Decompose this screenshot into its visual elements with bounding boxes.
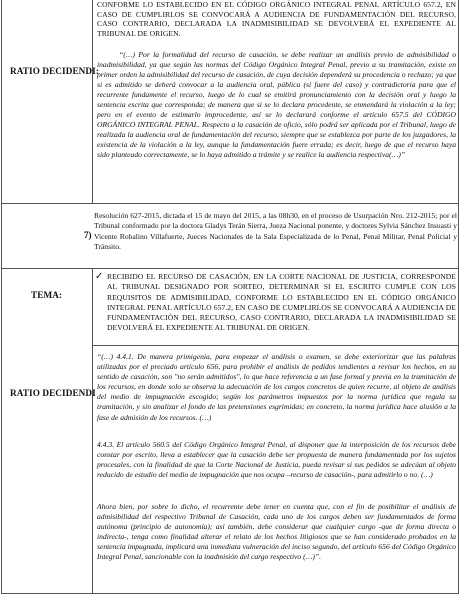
resolution-metadata: Resolución 627-2015, dictada el 15 de mayo del 2015, a las 08h30, en el proceso de Usurpación Nro. 212-2015; por el Tribunal conformado por la doctora Gladys Terán Sierra, Jueza Nacional ponente, y doctores Sylvia Sánchez Insuasti y Vicente Robalino Villafuerte, Jueces Nacionales de la Sala Especializada de lo Penal, Penal Militar, Penal Policial y Tránsito. <box>94 211 457 251</box>
table-row-divider <box>1 203 459 204</box>
ratio-decidendi-paragraph-3: Ahora bien, por sobre lo dicho, el recurrente debe tener en cuenta que, con el fin de posibilitar el análisis de admisibilidad del respectivo Tribunal de Casación, cada uno de los cargos deben ser fundamentados de forma autónoma (principio de autonomía); así también, debe considerar que cualquier cargo -que de forma directa o indirecta-, tenga como finalidad alterar el relato de los hechos litigiosos que se han considerado probados en la sentencia impugnada, implicará una inmediata vulneración del inciso segundo, del artículo 656 del Código Orgánico Integral Penal, sancionable con la inadmisión del cargo respectivo (…)”. <box>97 502 456 562</box>
ratio-decidendi-paragraph-2: 4.4.3. El artículo 560.5 del Código Orgánico Integral Penal, al disponer que la interposición de los recursos debe constar por escrito, lleva a establecer que la casación debe ser propuesta de manera fundamentada por los sujetos procesales, con la finalidad de que la Corte Nacional de Justicia, pueda revisar si sus pedidos se adecúan al objeto reducido de estudio del medio de impugnación que nos ocupa –recurso de casación-, para admitirlo o no. (…) <box>97 440 456 480</box>
ratio-decidendi-label-2: RATIO DECIDENDI <box>10 388 96 398</box>
tema-label: TEMA: <box>31 290 63 300</box>
checkmark-icon: ✓ <box>95 271 104 282</box>
item-number: 7) <box>84 230 92 240</box>
table-row-divider <box>92 345 458 346</box>
table-left-border <box>1 0 2 594</box>
top-continuation-text: CONFORME LO ESTABLECIDO EN EL CÓDIGO ORGÁNICO INTEGRAL PENAL ARTÍCULO 657.2, EN CASO DE CUMPLIRLOS SE CONVOCARÁ A AUDIENCIA DE FUNDAMENTACIÓN DEL RECURSO, CASO CONTRARIO, DECLARADA LA INADMISIBILIDAD SE DEVOLVERÁ EL EXPEDIENTE AL TRIBUNAL DE ORIGEN. <box>97 0 456 38</box>
table-row-divider <box>1 268 459 269</box>
table-column-divider <box>92 268 93 594</box>
ratio-decidendi-paragraph-1: “(…) 4.4.1. De manera primigenia, para empezar el análisis o examen, se debe exteriorizar que las palabras utilizadas por el preciado artículo 656, para prohibir el análisis de pedidos tendientes a revisar los hechos, en su sentido de casación, son "no serán admitidos", lo que hace referencia a un fase formal y previa en la tramitación de los recursos, en donde solo se observa la adecuación de los cargos concretos de quien recurre, al objeto de análisis del medio de impugnación escogido; según los parámetros impuestos por la norma jurídica que regula su tramitación, y sin analizar el fondo de las pretensiones esgrimidas; en concreto, la norma jurídica hace alusión a la fase de admisión de los recursos. (…) <box>97 352 456 422</box>
tema-text: RECIBIDO EL RECURSO DE CASACIÓN, EN LA CORTE NACIONAL DE JUSTICIA, CORRESPONDE AL TRIBUNAL DESIGNADO POR SORTEO, DETERMINAR SI EL ESCRITO CUMPLE CON LOS REQUISITOS DE ADMISIBILIDAD, CONFORME LO ESTABLECIDO EN EL CÓDIGO ORGÁNICO INTEGRAL PENAL ARTÍCULO 657.2, EN CASO DE CUMPLIRLOS SE CONVOCARÁ A AUDIENCIA DE FUNDAMENTACIÓN DEL RECURSO, CASO CONTRARIO, DECLARADA LA INADMISIBILIDAD SE DEVOLVERÁ EL EXPEDIENTE AL TRIBUNAL DE ORIGEN. <box>107 272 456 333</box>
table-column-divider <box>92 0 93 203</box>
ratio-decidendi-text: “(…) Por la formalidad del recurso de casación, se debe realizar un análisis previo de admisibilidad o inadmisibilidad, ya que según las normas del Código Orgánico Integral Penal, previo a su tramitación, existe en primer orden la admisibilidad del recurso de casación, de cuya decisión dependerá su procedencia o rechazo; ya que si es admitido se deberá convocar a la audiencia oral, pública (si fuere del caso) y contradictoria para que el recurrente fundamente el recurso, luego de lo cual se emitirá pronunciamiento con la decisión oral y luego la sentencia escrita que corresponda; de manera que si se lo declara procedente, se enmendará la violación a la ley; pero en el evento de estimarlo improcedente, así se lo declarará conforme el artículo 657.5 del CÓDIGO ORGÁNICO INTEGRAL PENAL. Respecto a la casación de oficio, sólo podrá ser aplicada por el Tribunal, luego de realizada la audiencia oral de fundamentación del recurso, siempre que se establezca por parte de los juzgadores, la existencia de la violación a la ley, aunque la fundamentación fuere errada; es decir, luego de que el recurso haya sido planteado correctamente, se lo haya admitido a trámite y se realice la audiencia respectiva(…)” <box>97 50 456 160</box>
table-right-border <box>458 0 459 594</box>
ratio-decidendi-label: RATIO DECIDENDI: <box>10 66 99 76</box>
